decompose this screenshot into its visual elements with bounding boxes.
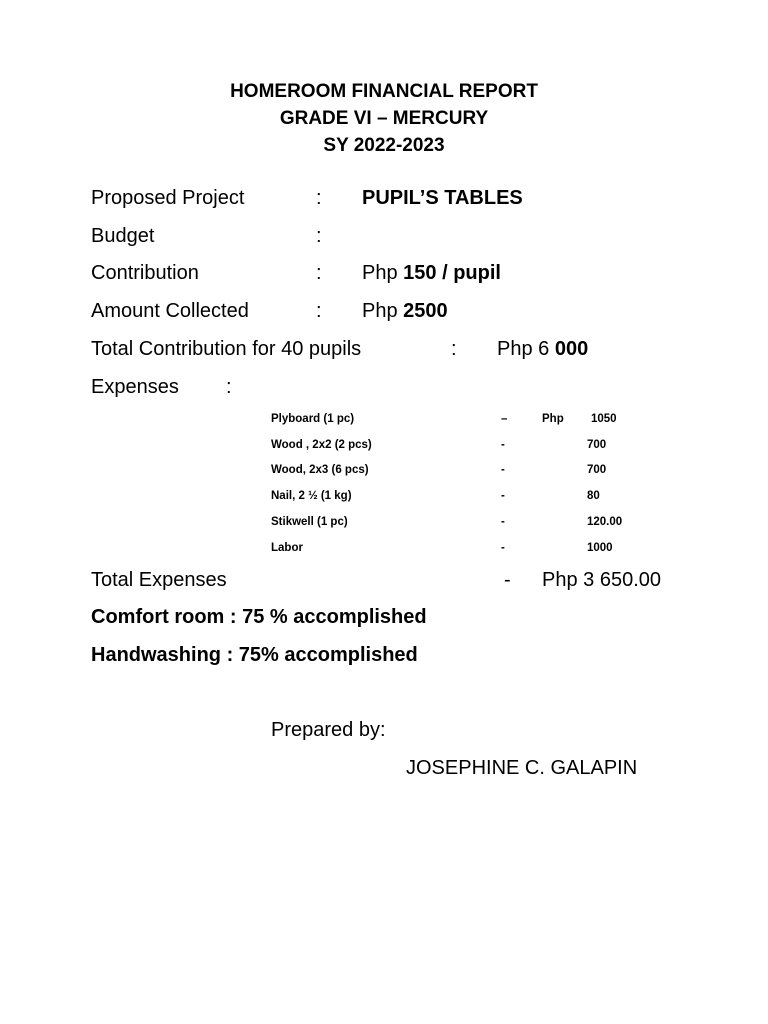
comfort-room-status: Comfort room : 75 % accomplished: [91, 606, 427, 628]
contribution-value: [362, 262, 501, 285]
report-title: HOMEROOM FINANCIAL REPORT: [230, 81, 538, 102]
contribution-amount: 150 / pupil: [403, 262, 501, 284]
total-expenses-value: Php 3 650.00: [542, 569, 661, 591]
amount-collected-amount: 2500: [403, 300, 448, 322]
expense-dash: -: [501, 542, 505, 554]
preparer-name: JOSEPHINE C. GALAPIN: [406, 757, 638, 779]
total-contribution-amount: 000: [554, 338, 589, 360]
expense-item: Labor: [271, 542, 303, 554]
expenses-label: Expenses: [91, 376, 179, 398]
proposed-project-label: Proposed Project: [91, 187, 245, 209]
amount-collected-colon: :: [316, 300, 322, 322]
total-contribution-colon: :: [451, 338, 457, 360]
total-contribution-label: Total Contribution for 40 pupils: [91, 338, 362, 360]
expense-item: Plyboard (1 pc): [271, 413, 355, 425]
contribution-label: Contribution: [91, 262, 199, 284]
budget-colon: :: [316, 225, 322, 247]
report-grade: GRADE VI – MERCURY: [279, 108, 489, 129]
expense-dash: -: [501, 464, 505, 476]
expense-dash: -: [501, 490, 505, 502]
amount-collected-value: [362, 300, 448, 323]
expense-amount: 1050: [591, 413, 617, 425]
amount-collected-label: Amount Collected: [91, 300, 249, 322]
expense-amount: 1000: [587, 542, 613, 554]
total-expenses-dash: -: [504, 569, 511, 591]
expense-currency: Php: [542, 413, 564, 425]
expense-amount: 120.00: [587, 516, 623, 528]
proposed-project-value: PUPIL’S TABLES: [362, 187, 523, 209]
expense-dash: -: [501, 439, 505, 451]
contribution-colon: :: [316, 262, 322, 284]
expense-amount: 80: [587, 490, 600, 502]
expense-dash: -: [501, 516, 505, 528]
expense-dash: –: [501, 413, 508, 425]
expense-item: Wood , 2x2 (2 pcs): [271, 439, 372, 451]
report-school-year: SY 2022-2023: [323, 135, 445, 156]
contribution-prefix: Php: [362, 262, 398, 284]
proposed-project-colon: :: [316, 187, 322, 209]
expense-item: Nail, 2 ½ (1 kg): [271, 490, 352, 502]
prepared-by-label: Prepared by:: [271, 719, 386, 741]
expense-item: Stikwell (1 pc): [271, 516, 348, 528]
total-expenses-label: Total Expenses: [91, 569, 227, 591]
total-contribution-value: [497, 338, 588, 361]
expense-amount: 700: [587, 464, 607, 476]
handwashing-status: Handwashing : 75% accomplished: [91, 644, 418, 666]
budget-label: Budget: [91, 225, 155, 247]
expense-item: Wood, 2x3 (6 pcs): [271, 464, 369, 476]
amount-collected-prefix: Php: [362, 300, 398, 322]
expenses-colon: :: [226, 376, 232, 398]
expense-amount: 700: [587, 439, 607, 451]
total-contribution-prefix: Php 6: [497, 338, 550, 360]
